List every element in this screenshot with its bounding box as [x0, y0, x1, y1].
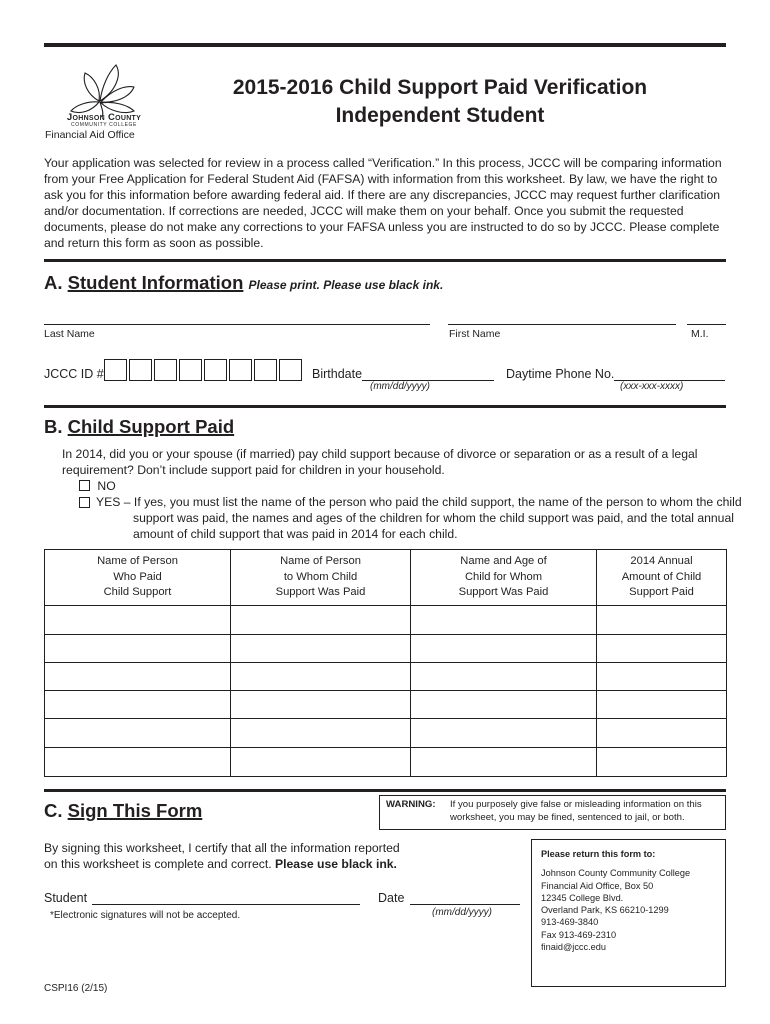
first-name-label: First Name [449, 328, 501, 340]
table-cell[interactable] [411, 748, 597, 777]
section-a-title: Student Information [67, 272, 244, 293]
id-digit-box[interactable] [129, 359, 152, 381]
no-label: NO [97, 479, 116, 493]
fax-line: Fax 913-469-2310 [541, 929, 617, 940]
certification-statement: By signing this worksheet, I certify that all the information reported on this worksheet is complete and correct. [44, 841, 400, 871]
id-digit-box[interactable] [204, 359, 227, 381]
child-support-table [44, 549, 727, 777]
table-cell[interactable] [231, 606, 411, 635]
table-cell[interactable] [411, 719, 597, 748]
title-line-1: 2015-2016 Child Support Paid Verification [232, 76, 648, 99]
form-title [200, 74, 680, 130]
column-header-amount: 2014 Annual Amount of Child Support Paid [597, 550, 727, 606]
warning-label: WARNING: [386, 799, 436, 810]
section-a-heading [44, 272, 443, 294]
address-line: Financial Aid Office, Box 50 [541, 880, 654, 891]
date-input[interactable] [410, 889, 520, 905]
email-link[interactable]: finaid@jccc.edu [541, 942, 606, 953]
address-line: Johnson County Community College [541, 868, 691, 879]
table-header-row [45, 550, 727, 606]
section-b-heading [44, 416, 234, 438]
section-b-letter: B. [44, 416, 63, 437]
table-row [45, 663, 727, 691]
table-cell[interactable] [411, 691, 597, 719]
jccc-id-boxes [104, 359, 302, 381]
section-c-letter: C. [44, 800, 63, 821]
student-signature-input[interactable] [92, 889, 360, 905]
date-label: Date [378, 891, 405, 905]
table-cell[interactable] [45, 691, 231, 719]
esignature-note: *Electronic signatures will not be accepted. [50, 910, 241, 921]
address-line: Overland Park, KS 66210-1299 [541, 905, 669, 916]
title-line-2: Independent Student [335, 104, 545, 127]
table-cell[interactable] [231, 719, 411, 748]
table-cell[interactable] [231, 663, 411, 691]
column-header-child: Name and Age of Child for Whom Support Was Paid [411, 550, 597, 606]
student-signature-label: Student [44, 891, 88, 905]
table-cell[interactable] [411, 635, 597, 663]
section-a-note: Please print. Please use black ink. [248, 278, 444, 292]
phone-label: Daytime Phone No. [506, 367, 615, 381]
section-a-rule [44, 259, 726, 262]
mi-label: M.I. [691, 328, 709, 340]
college-name: Johnson County [66, 112, 142, 123]
last-name-input[interactable] [44, 308, 430, 325]
mi-input[interactable] [687, 308, 726, 325]
birthdate-label: Birthdate [312, 367, 363, 381]
section-c-title: Sign This Form [67, 800, 203, 821]
table-cell[interactable] [597, 719, 727, 748]
date-hint: (mm/dd/yyyy) [432, 907, 492, 918]
id-digit-box[interactable] [279, 359, 302, 381]
table-cell[interactable] [231, 635, 411, 663]
return-address-box [531, 839, 726, 987]
phone-hint: (xxx-xxx-xxxx) [620, 381, 684, 392]
section-a-letter: A. [44, 272, 63, 293]
table-cell[interactable] [411, 663, 597, 691]
no-option [79, 478, 116, 494]
last-name-label: Last Name [44, 328, 95, 340]
table-cell[interactable] [597, 748, 727, 777]
yes-label: YES – If yes, you must list the name of the person who paid the child support, the name of the person to whom the child support was paid, the names and ages of the children for whom the child support was paid, and the total annual amount of child support that was paid in 2014 for each child. [96, 495, 742, 541]
table-cell[interactable] [597, 635, 727, 663]
yes-checkbox[interactable] [79, 497, 90, 508]
office-name: Financial Aid Office [45, 129, 135, 141]
table-row [45, 635, 727, 663]
table-cell[interactable] [45, 663, 231, 691]
column-header-recipient: Name of Person to Whom Child Support Was Paid [231, 550, 411, 606]
first-name-input[interactable] [448, 308, 676, 325]
jccc-id-label: JCCC ID # [44, 367, 104, 381]
table-row [45, 748, 727, 777]
college-logo [44, 55, 194, 145]
warning-text: If you purposely give false or misleading information on this worksheet, you may be fined, sentenced to jail, or both. [450, 799, 702, 823]
section-b-title: Child Support Paid [67, 416, 235, 437]
warning-box [379, 795, 726, 830]
certification-text [44, 840, 414, 872]
table-row [45, 691, 727, 719]
return-heading: Please return this form to: [541, 849, 656, 859]
section-c-rule [44, 789, 726, 792]
table-cell[interactable] [597, 606, 727, 635]
birthdate-input[interactable] [362, 365, 494, 381]
id-digit-box[interactable] [254, 359, 277, 381]
section-b-rule [44, 405, 726, 408]
table-cell[interactable] [45, 719, 231, 748]
id-digit-box[interactable] [104, 359, 127, 381]
top-rule [44, 43, 726, 47]
college-name-sub: COMMUNITY COLLEGE [71, 122, 137, 128]
table-row [45, 719, 727, 748]
id-digit-box[interactable] [154, 359, 177, 381]
address-line: 12345 College Blvd. [541, 892, 624, 903]
table-cell[interactable] [231, 691, 411, 719]
table-row [45, 606, 727, 635]
phone-input[interactable] [614, 365, 725, 381]
id-digit-box[interactable] [179, 359, 202, 381]
id-digit-box[interactable] [229, 359, 252, 381]
birthdate-hint: (mm/dd/yyyy) [370, 381, 430, 392]
table-cell[interactable] [45, 635, 231, 663]
child-support-question: In 2014, did you or your spouse (if married) pay child support because of divorce or separation or as a result of a legal requirement? Don’t include support paid for children in your household. [62, 447, 698, 477]
column-header-payer: Name of Person Who Paid Child Support [45, 550, 231, 606]
intro-paragraph: Your application was selected for review in a process called “Verification.” In this process, JCCC will be comparing information from your Free Application for Federal Student Aid (FAFSA) with information from this worksheet. By law, we have the right to ask you for this information before awarding federal aid. If there are any discrepancies, JCCC may request further clarification and/or documentation. If corrections are needed, JCCC will make them on your behalf. Once you submit the requested documents, please do not make any corrections to your FAFSA unless you are instructed to do so by JCCC. Please complete and return this form as soon as possible. [44, 156, 722, 250]
phone-line: 913-469-3840 [541, 917, 599, 928]
no-checkbox[interactable] [79, 480, 90, 491]
table-cell[interactable] [231, 748, 411, 777]
certification-ink-note: Please use black ink. [275, 857, 397, 871]
table-cell[interactable] [597, 663, 727, 691]
table-cell[interactable] [45, 748, 231, 777]
form-code: CSPI16 (2/15) [44, 983, 108, 994]
table-cell[interactable] [597, 691, 727, 719]
table-cell[interactable] [411, 606, 597, 635]
table-cell[interactable] [45, 606, 231, 635]
section-c-heading [44, 800, 202, 822]
